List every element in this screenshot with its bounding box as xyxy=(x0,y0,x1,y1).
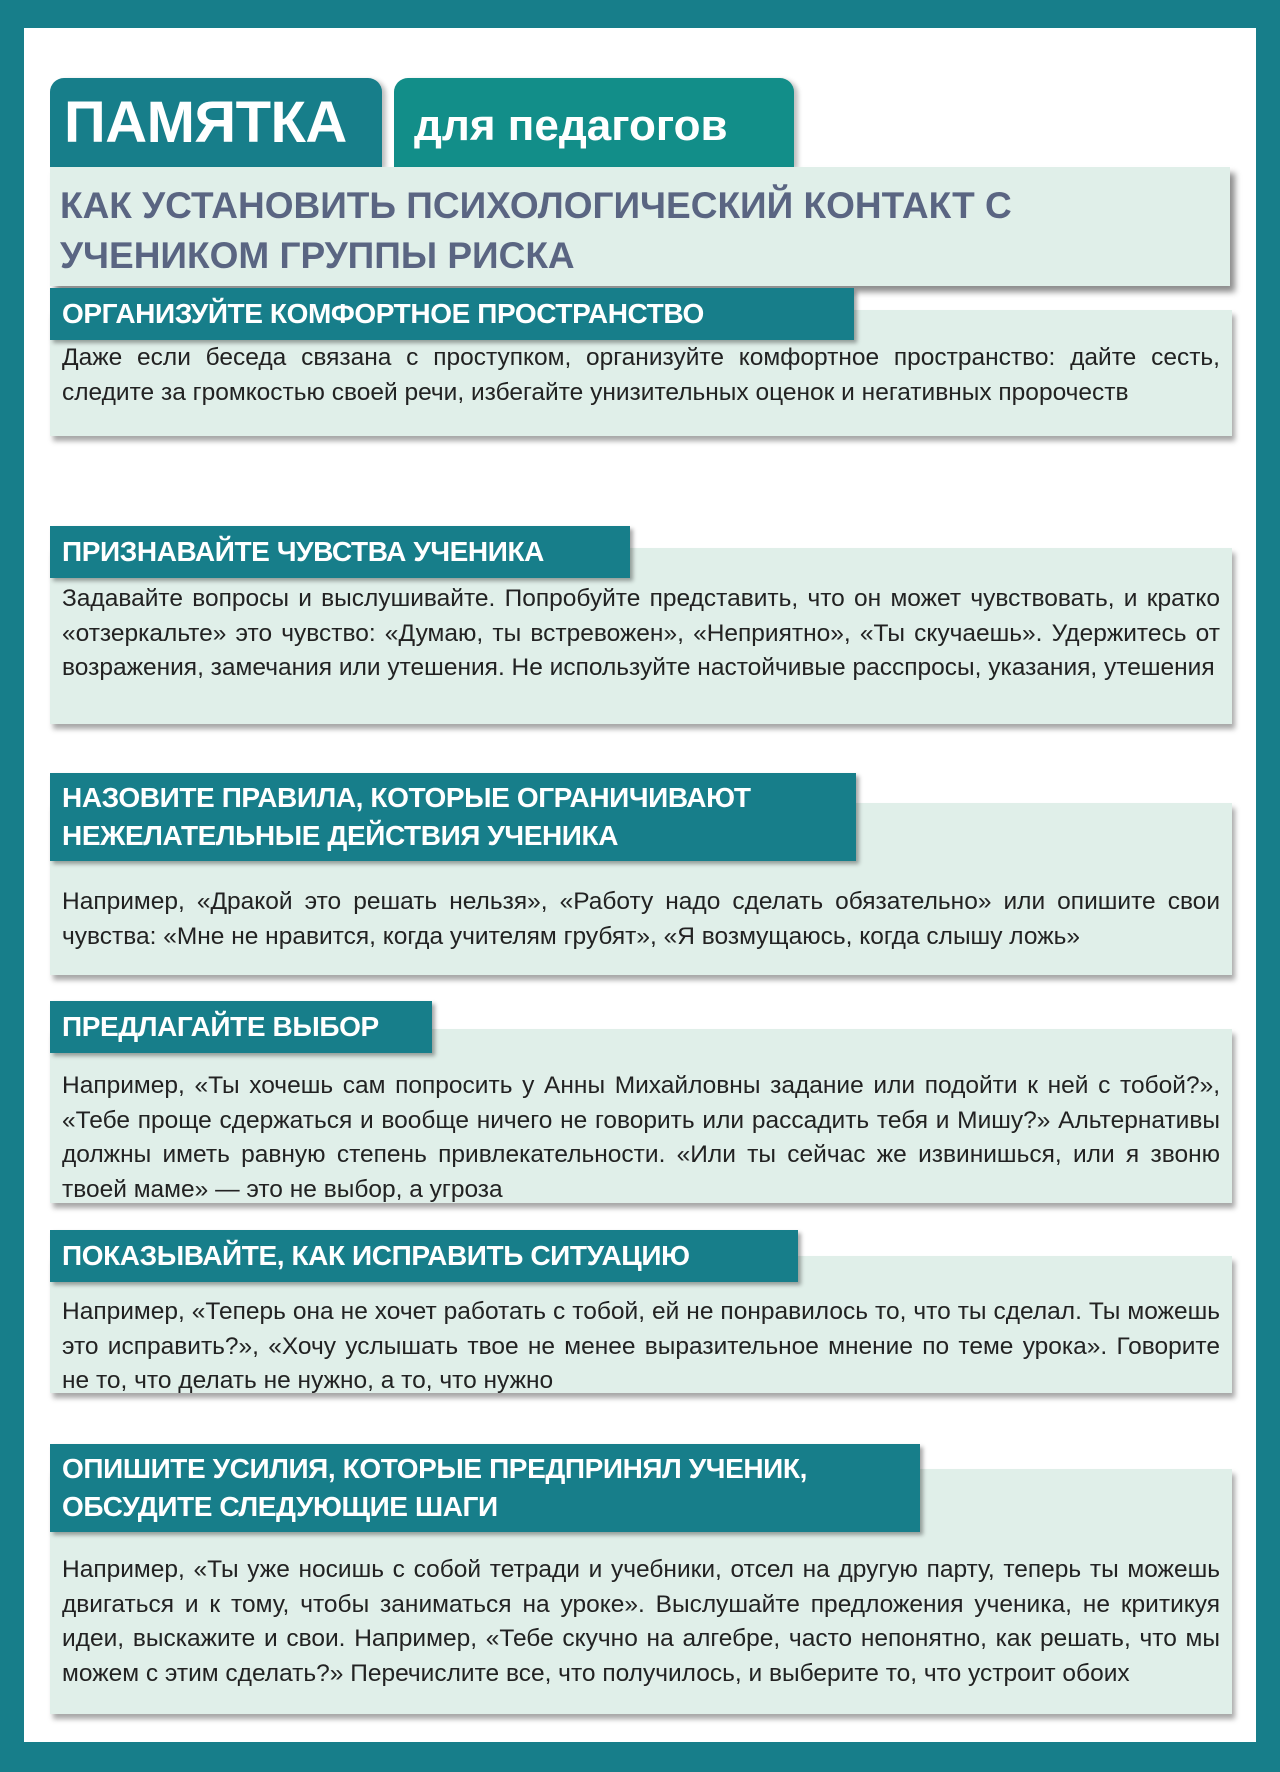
section-text: Например, «Теперь она не хочет работать с тобой, ей не понравилось то, что ты сделал. Ты можешь это исправить?», «Хочу услышать твое не менее выразительное мнение по теме урока». Говорите не то, что делать не нужно, а то, что нужно xyxy=(62,1298,1220,1394)
section-describe-efforts xyxy=(50,1444,1256,1734)
memo-tab xyxy=(50,78,382,167)
section-acknowledge-feelings xyxy=(50,526,1256,766)
poster-title-line-2: УЧЕНИКОМ ГРУППЫ РИСКА xyxy=(60,235,575,276)
section-heading-line: НЕЖЕЛАТЕЛЬНЫЕ ДЕЙСТВИЯ УЧЕНИКА xyxy=(62,820,619,851)
poster-title xyxy=(50,167,1230,286)
section-text: Например, «Ты уже носишь с собой тетради и учебники, отсел на другую парту, теперь ты можешь двигаться и к тому, чтобы заниматься на уроке». Выслушайте предложения ученика, не критикуя идеи, выскажите и свои. Например, «Тебе скучно на алгебре, часто непонятно, как решать, что мы можем с этим сделать?» Перечислите все, что получилось, и выберите то, что устроит обоих xyxy=(62,1556,1220,1687)
section-heading-line: ОБСУДИТЕ СЛЕДУЮЩИЕ ШАГИ xyxy=(62,1491,498,1522)
section-heading-line: ПРЕДЛАГАЙТЕ ВЫБОР xyxy=(62,1011,379,1042)
section-heading xyxy=(50,773,856,861)
memo-label: ПАМЯТКА xyxy=(64,90,347,155)
poster-title-line-1: КАК УСТАНОВИТЬ ПСИХОЛОГИЧЕСКИЙ КОНТАКТ С xyxy=(60,185,1012,226)
section-body xyxy=(50,1029,1232,1203)
section-name-rules xyxy=(50,773,1256,1003)
section-show-fix xyxy=(50,1230,1256,1420)
section-heading xyxy=(50,1230,798,1282)
audience-tab xyxy=(394,78,794,167)
section-heading-line: ОРГАНИЗУЙТЕ КОМФОРТНОЕ ПРОСТРАНСТВО xyxy=(62,298,704,329)
section-text: Задавайте вопросы и выслушивайте. Попробуйте представить, что он может чувствовать, и кратко «отзеркальте» это чувство: «Думаю, ты встревожен», «Неприятно», «Ты скучаешь». Удержитесь от возражения, замечания или утешения. Не используйте настойчивые расспросы, указания, утешения xyxy=(62,585,1220,681)
section-heading xyxy=(50,526,630,578)
section-heading xyxy=(50,1001,432,1053)
section-heading-line: ОПИШИТЕ УСИЛИЯ, КОТОРЫЕ ПРЕДПРИНЯЛ УЧЕНИК, xyxy=(62,1453,807,1484)
section-offer-choice xyxy=(50,1001,1256,1231)
section-comfortable-space xyxy=(50,288,1256,468)
section-heading-line: НАЗОВИТЕ ПРАВИЛА, КОТОРЫЕ ОГРАНИЧИВАЮТ xyxy=(62,782,751,813)
section-heading xyxy=(50,1444,920,1532)
section-heading-line: ПОКАЗЫВАЙТЕ, КАК ИСПРАВИТЬ СИТУАЦИЮ xyxy=(62,1240,690,1271)
section-text: Например, «Ты хочешь сам попросить у Анны Михайловны задание или подойти к ней с тобой?», «Тебе проще сдержаться и вообще ничего не говорить или рассадить тебя и Мишу?» Альтернативы должны иметь равную степень привлекательности. «Или ты сейчас же извинишься, или я звоню твоей маме» — это не выбор, а угроза xyxy=(62,1072,1220,1203)
section-heading-line: ПРИЗНАВАЙТЕ ЧУВСТВА УЧЕНИКА xyxy=(62,536,544,567)
section-heading xyxy=(50,288,854,340)
audience-label: для педагогов xyxy=(414,101,728,150)
poster-sheet xyxy=(24,28,1256,1742)
section-text: Например, «Дракой это решать нельзя», «Работу надо сделать обязательно» или опишите свои чувства: «Мне не нравится, когда учителям грубят», «Я возмущаюсь, когда слышу ложь» xyxy=(62,888,1220,950)
section-text: Даже если беседа связана с проступком, организуйте комфортное пространство: дайте сесть, следите за громкостью своей речи, избегайте унизительных оценок и негативных пророчеств xyxy=(62,344,1220,406)
